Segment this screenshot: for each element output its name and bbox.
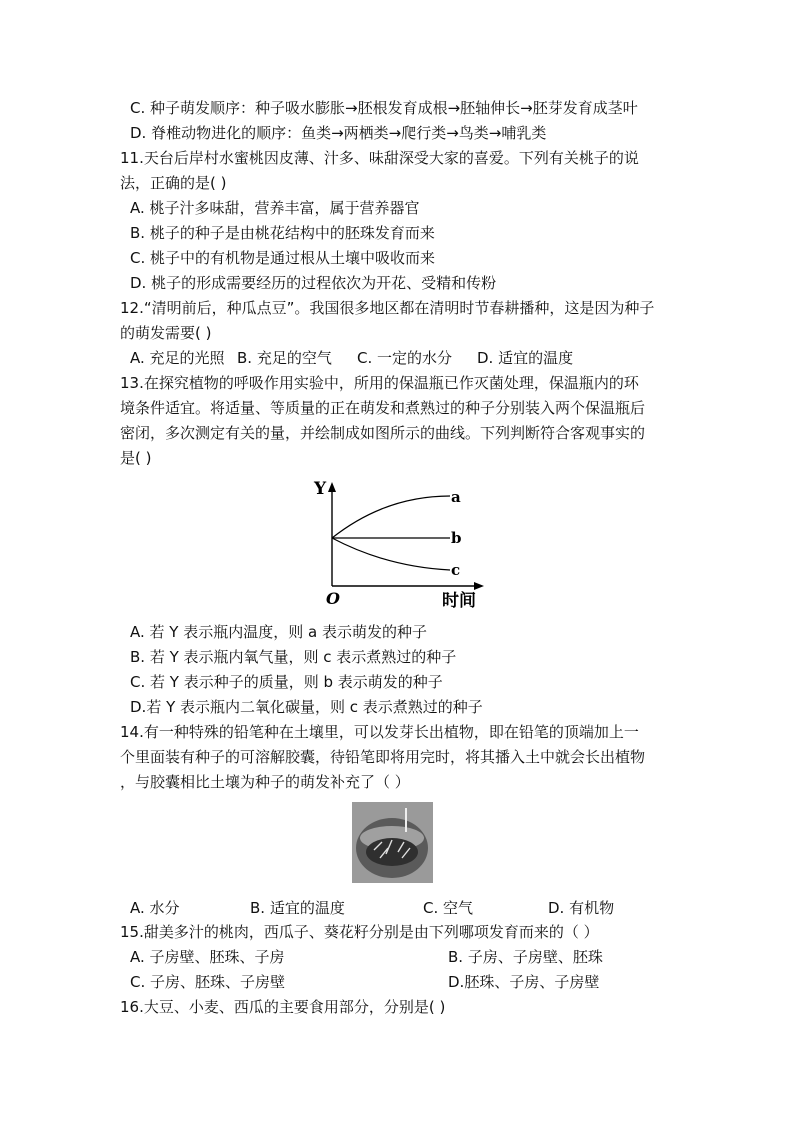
q15-stem: 15.甜美多汁的桃肉，西瓜子、葵花籽分别是由下列哪项发育而来的（ ） (120, 923, 599, 941)
q13-curve-graph (310, 478, 490, 610)
y-axis-arrow (328, 482, 336, 492)
q15-option-c: C. 子房、胚珠、子房壁 (130, 973, 286, 991)
q13-stem-line4: 是( ) (120, 449, 152, 467)
q14-option-d: D. 有机物 (548, 899, 615, 917)
q14-option-b: B. 适宜的温度 (250, 899, 345, 917)
curve-b-label: b (451, 529, 462, 547)
curve-a (332, 496, 450, 538)
q14-stem-line2: 个里面装有种子的可溶解胶囊，待铅笔即将用完时，将其播入土中就会长出植物 (120, 748, 646, 766)
soil-seeds (366, 838, 418, 866)
q13-stem-line1: 13.在探究植物的呼吸作用实验中，所用的保温瓶已作灭菌处理，保温瓶内的环 (120, 374, 639, 392)
q15-option-d: D.胚珠、子房、子房壁 (448, 973, 600, 991)
carryover-option-d: D. 脊椎动物进化的顺序：鱼类→两栖类→爬行类→鸟类→哺乳类 (130, 124, 547, 142)
q13-option-c: C. 若 Y 表示种子的质量，则 b 表示萌发的种子 (130, 673, 443, 691)
curve-a-label: a (451, 488, 461, 506)
q12-stem-line2: 的萌发需要( ) (120, 324, 212, 342)
q11-stem-line2: 法，正确的是( ) (120, 174, 227, 192)
q13-stem-line2: 境条件适宜。将适量、等质量的正在萌发和煮熟过的种子分别装入两个保温瓶后 (120, 399, 646, 417)
q13-stem-line3: 密闭，多次测定有关的量，并绘制成如图所示的曲线。下列判断符合客观事实的 (120, 424, 646, 442)
q12-option-d: D. 适宜的温度 (477, 349, 574, 367)
curve-c-label: c (451, 561, 461, 579)
q14-option-a: A. 水分 (130, 899, 180, 917)
q11-option-d: D. 桃子的形成需要经历的过程依次为开花、受精和传粉 (130, 274, 497, 292)
q13-option-b: B. 若 Y 表示瓶内氧气量，则 c 表示煮熟过的种子 (130, 648, 457, 666)
q14-stem-line3: ，与胶囊相比土壤为种子的萌发补充了（ ） (120, 773, 410, 791)
capsule-seed-photo (352, 802, 433, 883)
carryover-option-c: C. 种子萌发顺序：种子吸水膨胀→胚根发育成根→胚轴伸长→胚芽发育成茎叶 (130, 99, 638, 117)
q11-option-a: A. 桃子汁多味甜，营养丰富，属于营养器官 (130, 199, 420, 217)
q13-option-d: D.若 Y 表示瓶内二氧化碳量，则 c 表示煮熟过的种子 (130, 698, 483, 716)
y-axis-label: Y (314, 479, 327, 499)
origin-label: O (326, 589, 340, 608)
q11-option-c: C. 桃子中的有机物是通过根从土壤中吸收而来 (130, 249, 436, 267)
q12-option-a: A. 充足的光照 (130, 349, 225, 367)
q11-stem-line1: 11.天台后岸村水蜜桃因皮薄、汁多、味甜深受大家的喜爱。下列有关桃子的说 (120, 149, 639, 167)
x-axis-arrow (474, 582, 484, 590)
q12-option-b: B. 充足的空气 (237, 349, 332, 367)
q11-option-b: B. 桃子的种子是由桃花结构中的胚珠发育而来 (130, 224, 435, 242)
q12-option-c: C. 一定的水分 (357, 349, 453, 367)
q15-option-a: A. 子房壁、胚珠、子房 (130, 948, 285, 966)
q16-stem: 16.大豆、小麦、西瓜的主要食用部分，分别是( ) (120, 998, 446, 1016)
q14-option-c: C. 空气 (423, 899, 474, 917)
x-axis-label: 时间 (442, 591, 476, 610)
q13-option-a: A. 若 Y 表示瓶内温度，则 a 表示萌发的种子 (130, 623, 427, 641)
q15-option-b: B. 子房、子房壁、胚珠 (448, 948, 603, 966)
q14-stem-line1: 14.有一种特殊的铅笔种在土壤里，可以发芽长出植物，即在铅笔的顶端加上一 (120, 723, 639, 741)
q12-stem-line1: 12.“清明前后，种瓜点豆”。我国很多地区都在清明时节春耕播种，这是因为种子 (120, 299, 655, 317)
curve-c (332, 538, 450, 570)
